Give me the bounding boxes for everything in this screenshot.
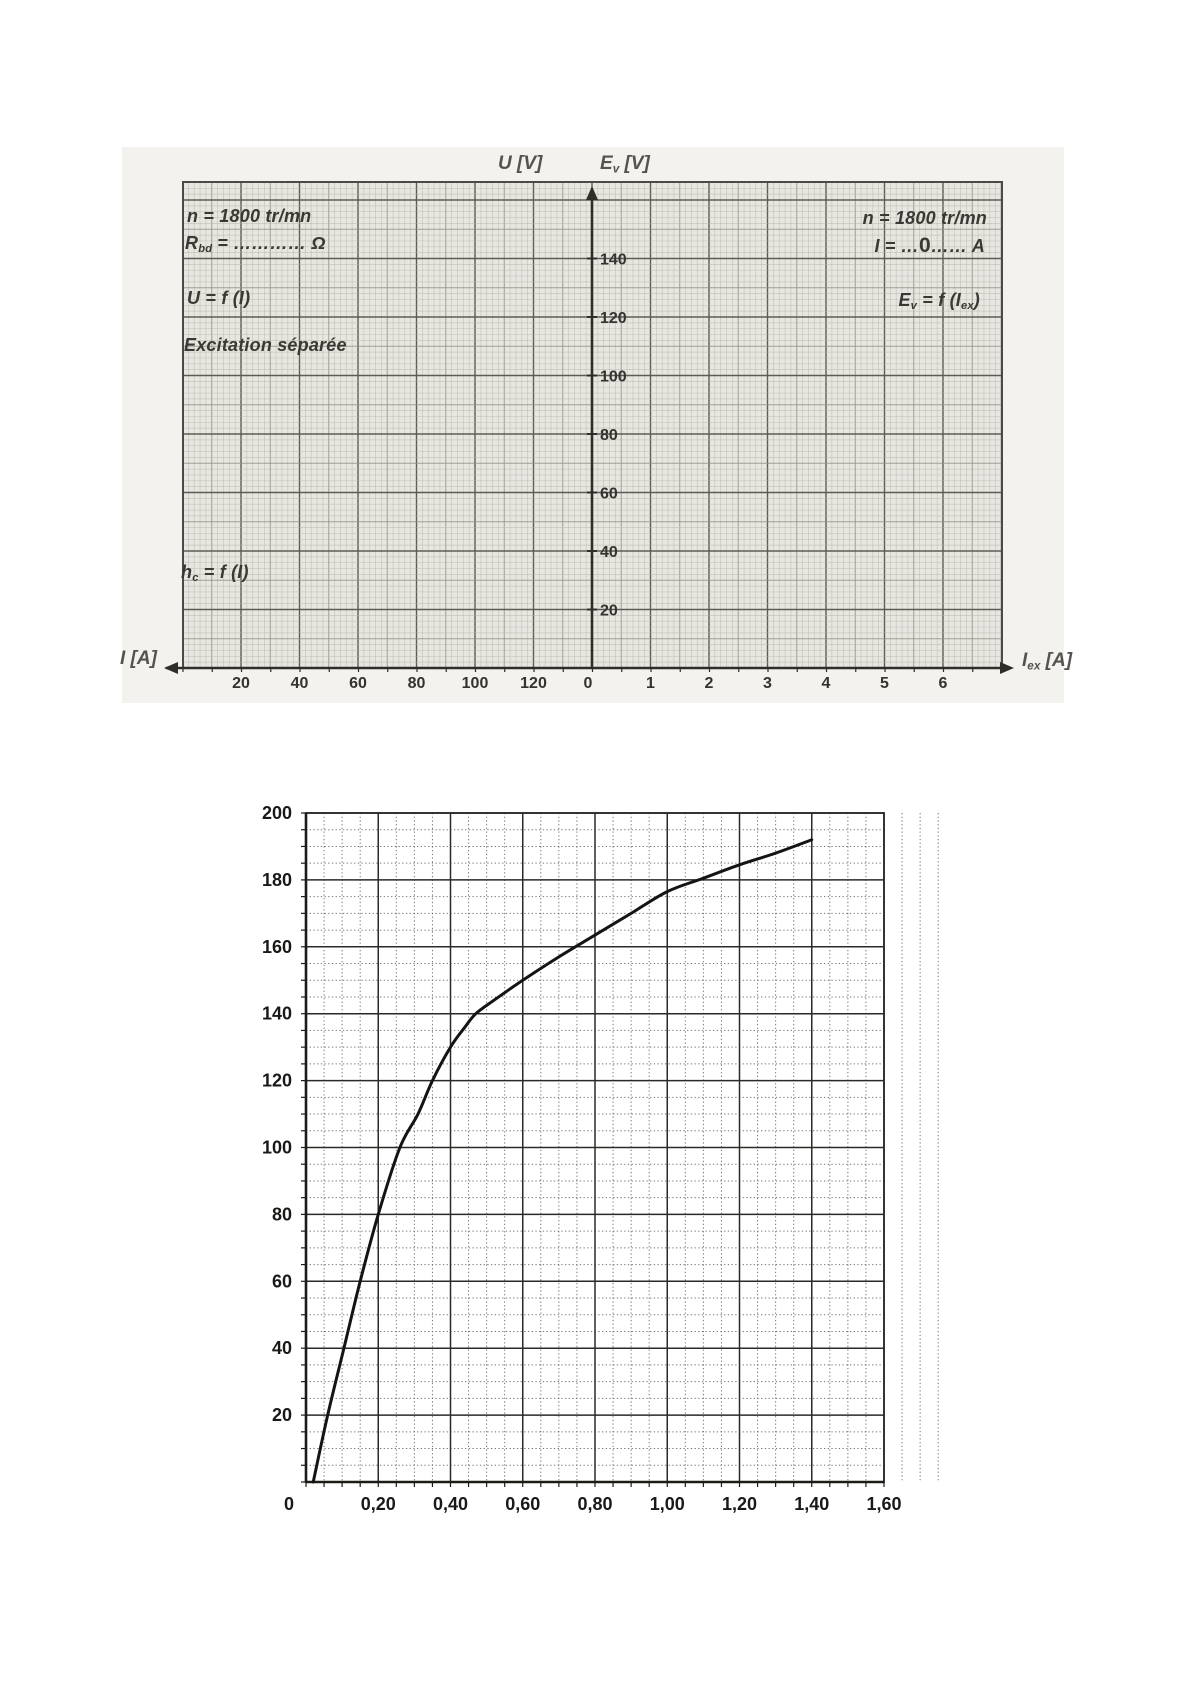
annotation-ev-function: $E_v = f$ $(I_{ex})$	[898, 290, 980, 313]
tick-label: 200	[261, 803, 292, 823]
tick-label: 1	[646, 675, 655, 692]
tick-label: 180	[261, 869, 292, 890]
tick-label: 160	[261, 936, 292, 957]
tick-label: 20	[271, 1405, 292, 1426]
tick-label: 40	[271, 1338, 292, 1359]
tick-label: 120	[600, 310, 627, 327]
tick-label: 1,40	[794, 1494, 830, 1514]
x-axis-arrow-left	[164, 662, 178, 674]
tick-label: 100	[461, 675, 489, 692]
chart1-ylabel-u: U [V]	[498, 153, 543, 174]
tick-label: 0	[583, 675, 593, 692]
tick-label: 60	[349, 675, 367, 692]
annotation-h-function: $h_c = f$ (I)	[181, 562, 249, 585]
tick-label: 20	[600, 602, 618, 620]
tick-label: 3	[763, 675, 772, 692]
magnetization-chart-canvas	[230, 745, 950, 1535]
annotation-speed-right: n = 1800 tr/mn	[862, 208, 987, 228]
tick-label: 100	[600, 368, 627, 386]
tick-label: 40	[290, 675, 309, 692]
tick-label: 4	[821, 675, 831, 692]
tick-label: 100	[261, 1137, 292, 1158]
tick-label: 60	[271, 1271, 292, 1292]
tick-label: 80	[407, 675, 426, 692]
annotation-current: I = …0…… A	[874, 234, 985, 257]
tick-label: 1,00	[649, 1494, 685, 1514]
tick-label: 0,60	[505, 1494, 541, 1514]
chart1-ylabel-ev: $E_v$ [V]	[600, 153, 650, 176]
tick-label: 40	[600, 544, 618, 561]
tick-label: 1,60	[866, 1494, 902, 1514]
graph-paper-chart-canvas	[110, 145, 1090, 705]
chart1-xlabel-left: I [A]	[120, 648, 157, 669]
tick-label: 2	[704, 675, 714, 692]
tick-label: 0,80	[577, 1494, 613, 1514]
tick-label: 80	[271, 1204, 292, 1225]
tick-label: 140	[261, 1003, 292, 1024]
tick-label: 80	[600, 427, 618, 444]
tick-label: 120	[520, 675, 547, 692]
tick-label: 0	[283, 1494, 295, 1514]
annotation-u-function: U = f (I)	[187, 288, 251, 308]
annotation-resistance: $R_{bd}$ = ………… Ω	[185, 233, 326, 256]
tick-label: 0,20	[360, 1494, 396, 1514]
tick-label: 140	[600, 251, 627, 269]
tick-label: 0,40	[432, 1494, 469, 1514]
annotation-excitation: Excitation séparée	[184, 335, 347, 355]
tick-label: 60	[600, 485, 618, 503]
tick-label: 6	[938, 675, 948, 692]
tick-label: 1,20	[721, 1494, 758, 1514]
chart1-xlabel-right: $I_{ex}$ [A]	[1022, 650, 1073, 673]
tick-label: 5	[880, 675, 889, 692]
annotation-speed-left: n = 1800 tr/mn	[187, 206, 312, 226]
tick-label: 120	[261, 1070, 292, 1091]
tick-label: 20	[232, 675, 250, 692]
